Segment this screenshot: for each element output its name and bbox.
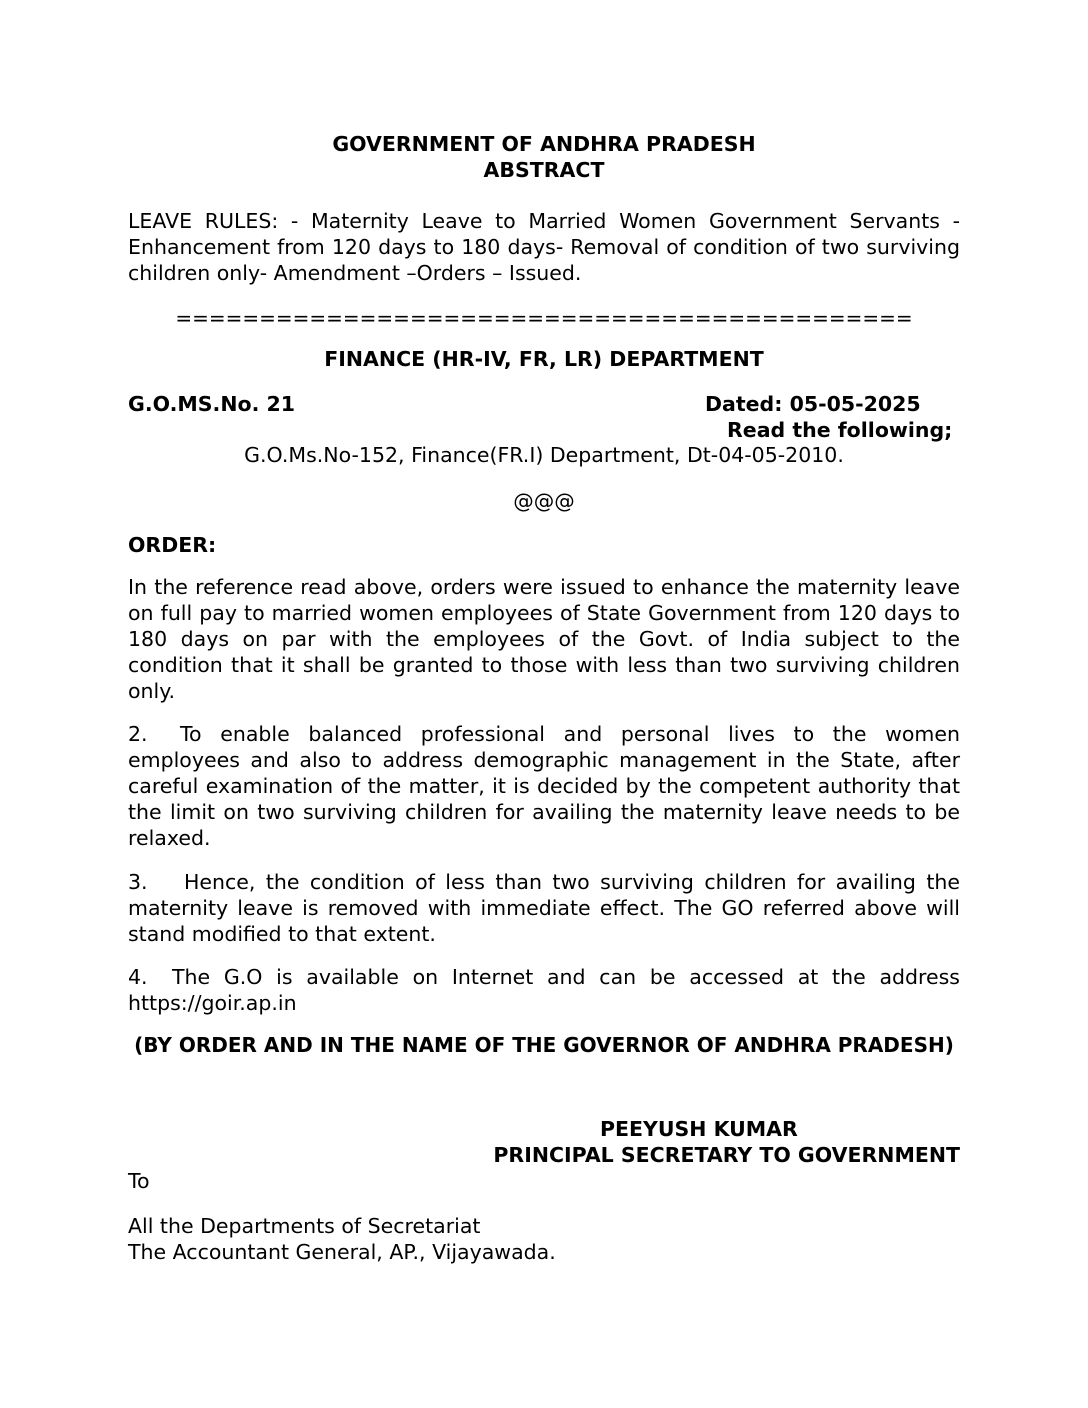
separator-line: ============================================ xyxy=(175,306,913,330)
government-title: GOVERNMENT OF ANDHRA PRADESH xyxy=(332,132,756,156)
signatory-designation: PRINCIPAL SECRETARY TO GOVERNMENT xyxy=(493,1143,960,1167)
paragraph-2-number: 2. xyxy=(128,722,148,746)
abstract-title: ABSTRACT xyxy=(483,158,605,182)
paragraph-3 xyxy=(128,869,960,947)
paragraph-4-text: The G.O is available on Internet and can be accessed at the address https://goir.ap.in xyxy=(128,965,960,1015)
subject-text: LEAVE RULES: - Maternity Leave to Married Women Government Servants - Enhancement from 120 days to 180 days- Removal of condition of two surviving children only- Amendment –Orders – Issued. xyxy=(128,209,960,285)
recipient-item: All the Departments of Secretariat xyxy=(128,1214,481,1238)
paragraph-4 xyxy=(128,964,960,1016)
recipient-item: The Accountant General, AP., Vijayawada. xyxy=(128,1240,556,1264)
by-order-line: (BY ORDER AND IN THE NAME OF THE GOVERNOR OF ANDHRA PRADESH) xyxy=(134,1033,954,1057)
paragraph-2 xyxy=(128,721,960,851)
to-label: To xyxy=(128,1169,150,1193)
paragraph-3-number: 3. xyxy=(128,870,148,894)
paragraph-3-text: Hence, the condition of less than two surviving children for availing the maternity leave is removed with immediate effect. The GO referred above will stand modified to that extent. xyxy=(128,870,960,946)
go-date: Dated: 05-05-2025 xyxy=(705,392,921,416)
paragraph-4-number: 4. xyxy=(128,965,148,989)
go-number: G.O.MS.No. 21 xyxy=(128,392,296,416)
order-heading: ORDER: xyxy=(128,533,217,557)
read-following: Read the following; xyxy=(727,418,953,442)
separator-symbol: @@@ xyxy=(513,489,575,513)
signatory-name: PEEYUSH KUMAR xyxy=(600,1117,798,1141)
recipient-list xyxy=(128,1213,960,1265)
reference-text: G.O.Ms.No-152, Finance(FR.I) Department, Dt-04-05-2010. xyxy=(244,443,844,467)
department-title: FINANCE (HR-IV, FR, LR) DEPARTMENT xyxy=(324,347,764,371)
paragraph-1: In the reference read above, orders were issued to enhance the maternity leave on full pay to married women employees of State Government from 120 days to 180 days on par with the employees of the Govt. of India subject to the condition that it shall be granted to those with less than two surviving children only. xyxy=(128,575,960,703)
paragraph-2-text: To enable balanced professional and personal lives to the women employees and also to address demographic management in the State, after careful examination of the matter, it is decided by the competent authority that the limit on two surviving children for availing the maternity leave needs to be relaxed. xyxy=(128,722,960,850)
